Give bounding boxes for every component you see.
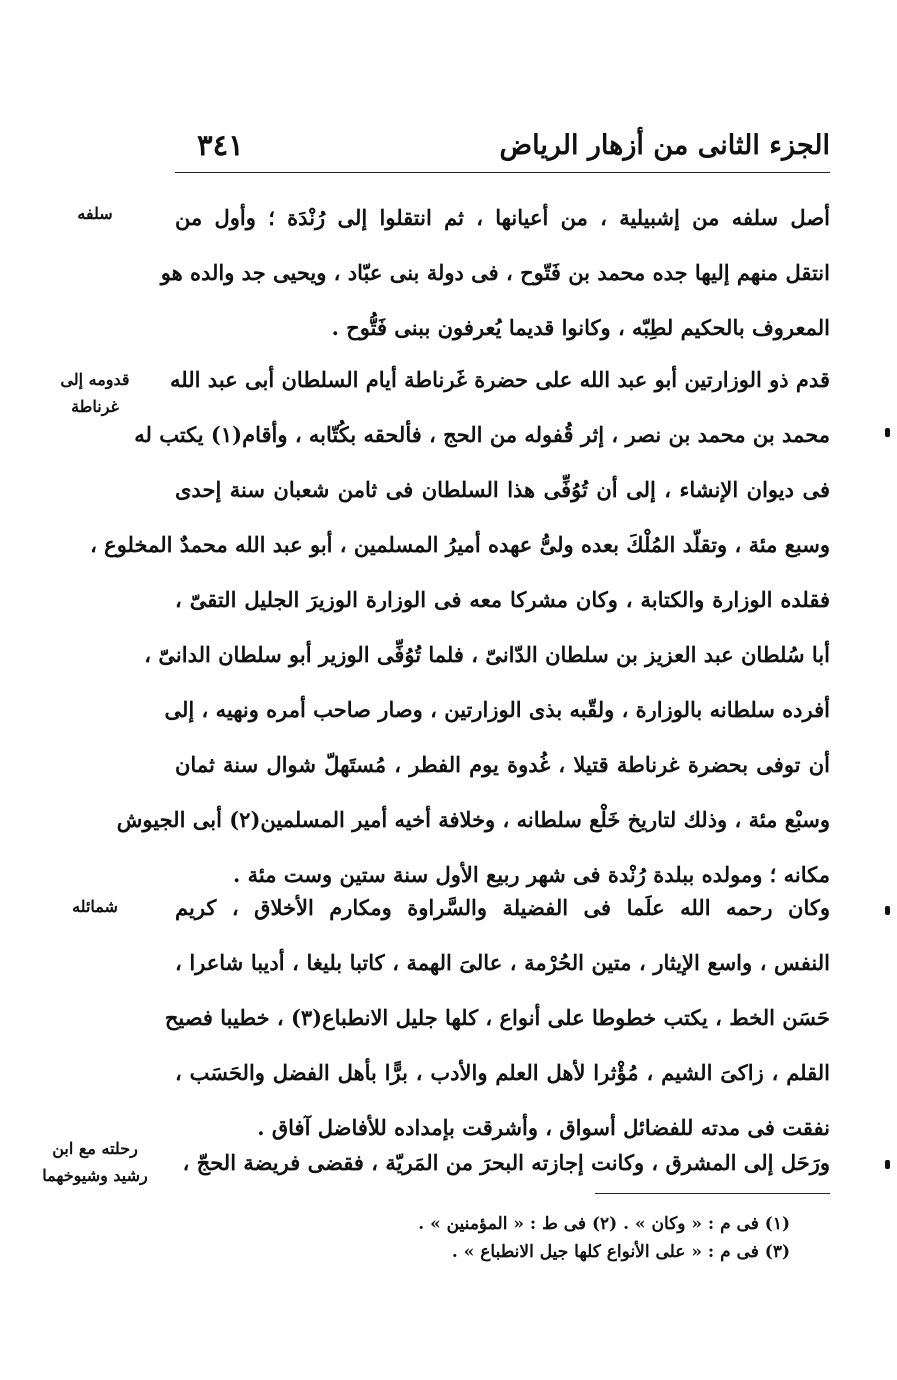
text-line: النفس ، واسع الإيثار ، متين الحُرْمة ، عالىَ الهمة ، كاتبا بليغا ، أديبا شاعرا ، — [175, 950, 830, 975]
paragraph-journey — [175, 1135, 830, 1190]
text-line: أفرده سلطانه بالوزارة ، ولقّبه بذى الوزارتين ، وصار صاحب أمره ونهيه ، إلى — [164, 697, 830, 722]
margin-note-lineage: سلفه — [77, 204, 113, 223]
footnote-divider — [595, 1193, 830, 1194]
text-line: حَسَن الخط ، يكتب خطوطا على أنواع ، كلها جليل الانطباع(٣) ، خطيبا فصيح — [164, 1005, 830, 1030]
text-line: القلم ، زاكىَ الشيم ، مُؤْثرا لأهل العلم والأدب ، برًّا بأهل الفضل والحَسَب ، — [175, 1060, 830, 1085]
text-line: نفقت فى مدته للفضائل أسواق ، وأشرقت بإمداده للأفاضل آفاق . — [257, 1115, 830, 1140]
page-header — [175, 128, 830, 173]
text-line: أصل سلفه من إشبيلية ، من أعيانها ، ثم انتقلوا إلى رُنْدَة ؛ وأول من — [175, 205, 830, 230]
paragraph-lineage — [160, 190, 830, 355]
text-line: ورَحَل إلى المشرق ، وكانت إجازته البحرَ من المَريّة ، فقضى فريضة الحجّ ، — [182, 1150, 830, 1175]
page-number: ٣٤١ — [197, 128, 244, 162]
margin-note-journey: رحلته مع ابن رشيد وشيوخهما — [42, 1139, 148, 1185]
margin-bullet — [885, 1160, 890, 1169]
margin-note-arrival: قدومه إلى غرناطة — [60, 370, 130, 416]
margin-bullet — [885, 428, 890, 437]
footnote: (١) فى م : « وكان » . (٢) فى ط : « المؤمنين » . — [418, 1214, 790, 1234]
text-line: مكانه ؛ ومولده ببلدة رُنْدة فى شهر ربيع الأول سنة ستين وست مئة . — [233, 862, 830, 887]
text-line: أبا سُلطان عبد العزيز بن سلطان الدّانىّ ، فلما تُوُفِّى الوزير أبو سلطان الدانىّ ، — [144, 642, 830, 667]
text-line: أن توفى بحضرة غرناطة قتيلا ، غُدوة يوم الفطر ، مُستَهلّ شوال سنة ثمان — [175, 752, 830, 777]
running-title: الجزء الثانى من أزهار الرياض — [499, 130, 830, 161]
paragraph-character — [164, 880, 830, 1155]
footnotes — [300, 1210, 790, 1266]
text-line: انتقل منهم إليها جده محمد بن فَتّوح ، فى دولة بنى عبّاد ، ويحيى جد والده هو — [160, 260, 830, 285]
text-line: المعروف بالحكيم لطِبّه ، وكانوا قديما يُعرفون ببنى فَتُّوح . — [331, 315, 830, 340]
margin-bullet — [885, 906, 890, 915]
text-line: وسبْع مئة ، وذلك لتاريخ خَلْع سلطانه ، وخلافة أخيه أمير المسلمين(٢) أبى الجيوش — [116, 807, 830, 832]
text-line: قدم ذو الوزارتين أبو عبد الله على حضرة غَرناطة أيام السلطان أبى عبد الله — [170, 367, 830, 392]
footnote: (٣) فى م : « على الأنواع كلها جيل الانطباع » . — [451, 1242, 790, 1262]
text-line: وكان رحمه الله علَما فى الفضيلة والسَّراوة ومكارم الأخلاق ، كريم — [175, 895, 830, 920]
text-line: محمد بن محمد بن نصر ، إثر قُفوله من الحج ، فألحقه بكُتّابه ، وأقام(١) يكتب له — [134, 422, 830, 447]
margin-note-character: شمائله — [72, 897, 118, 916]
text-line: وسبع مئة ، وتقلّد المُلْكَ بعده ولىُّ عهده أميرُ المسلمين ، أبو عبد الله محمدٌ المخلوع ، — [90, 532, 830, 557]
text-line: فقلده الوزارة والكتابة ، وكان مشركا معه فى الوزارة الوزيرَ الجليل التقىّ ، — [175, 587, 830, 612]
text-line: فى ديوان الإنشاء ، إلى أن تُوُفِّى هذا السلطان فى ثامن شعبان سنة إحدى — [175, 477, 830, 502]
